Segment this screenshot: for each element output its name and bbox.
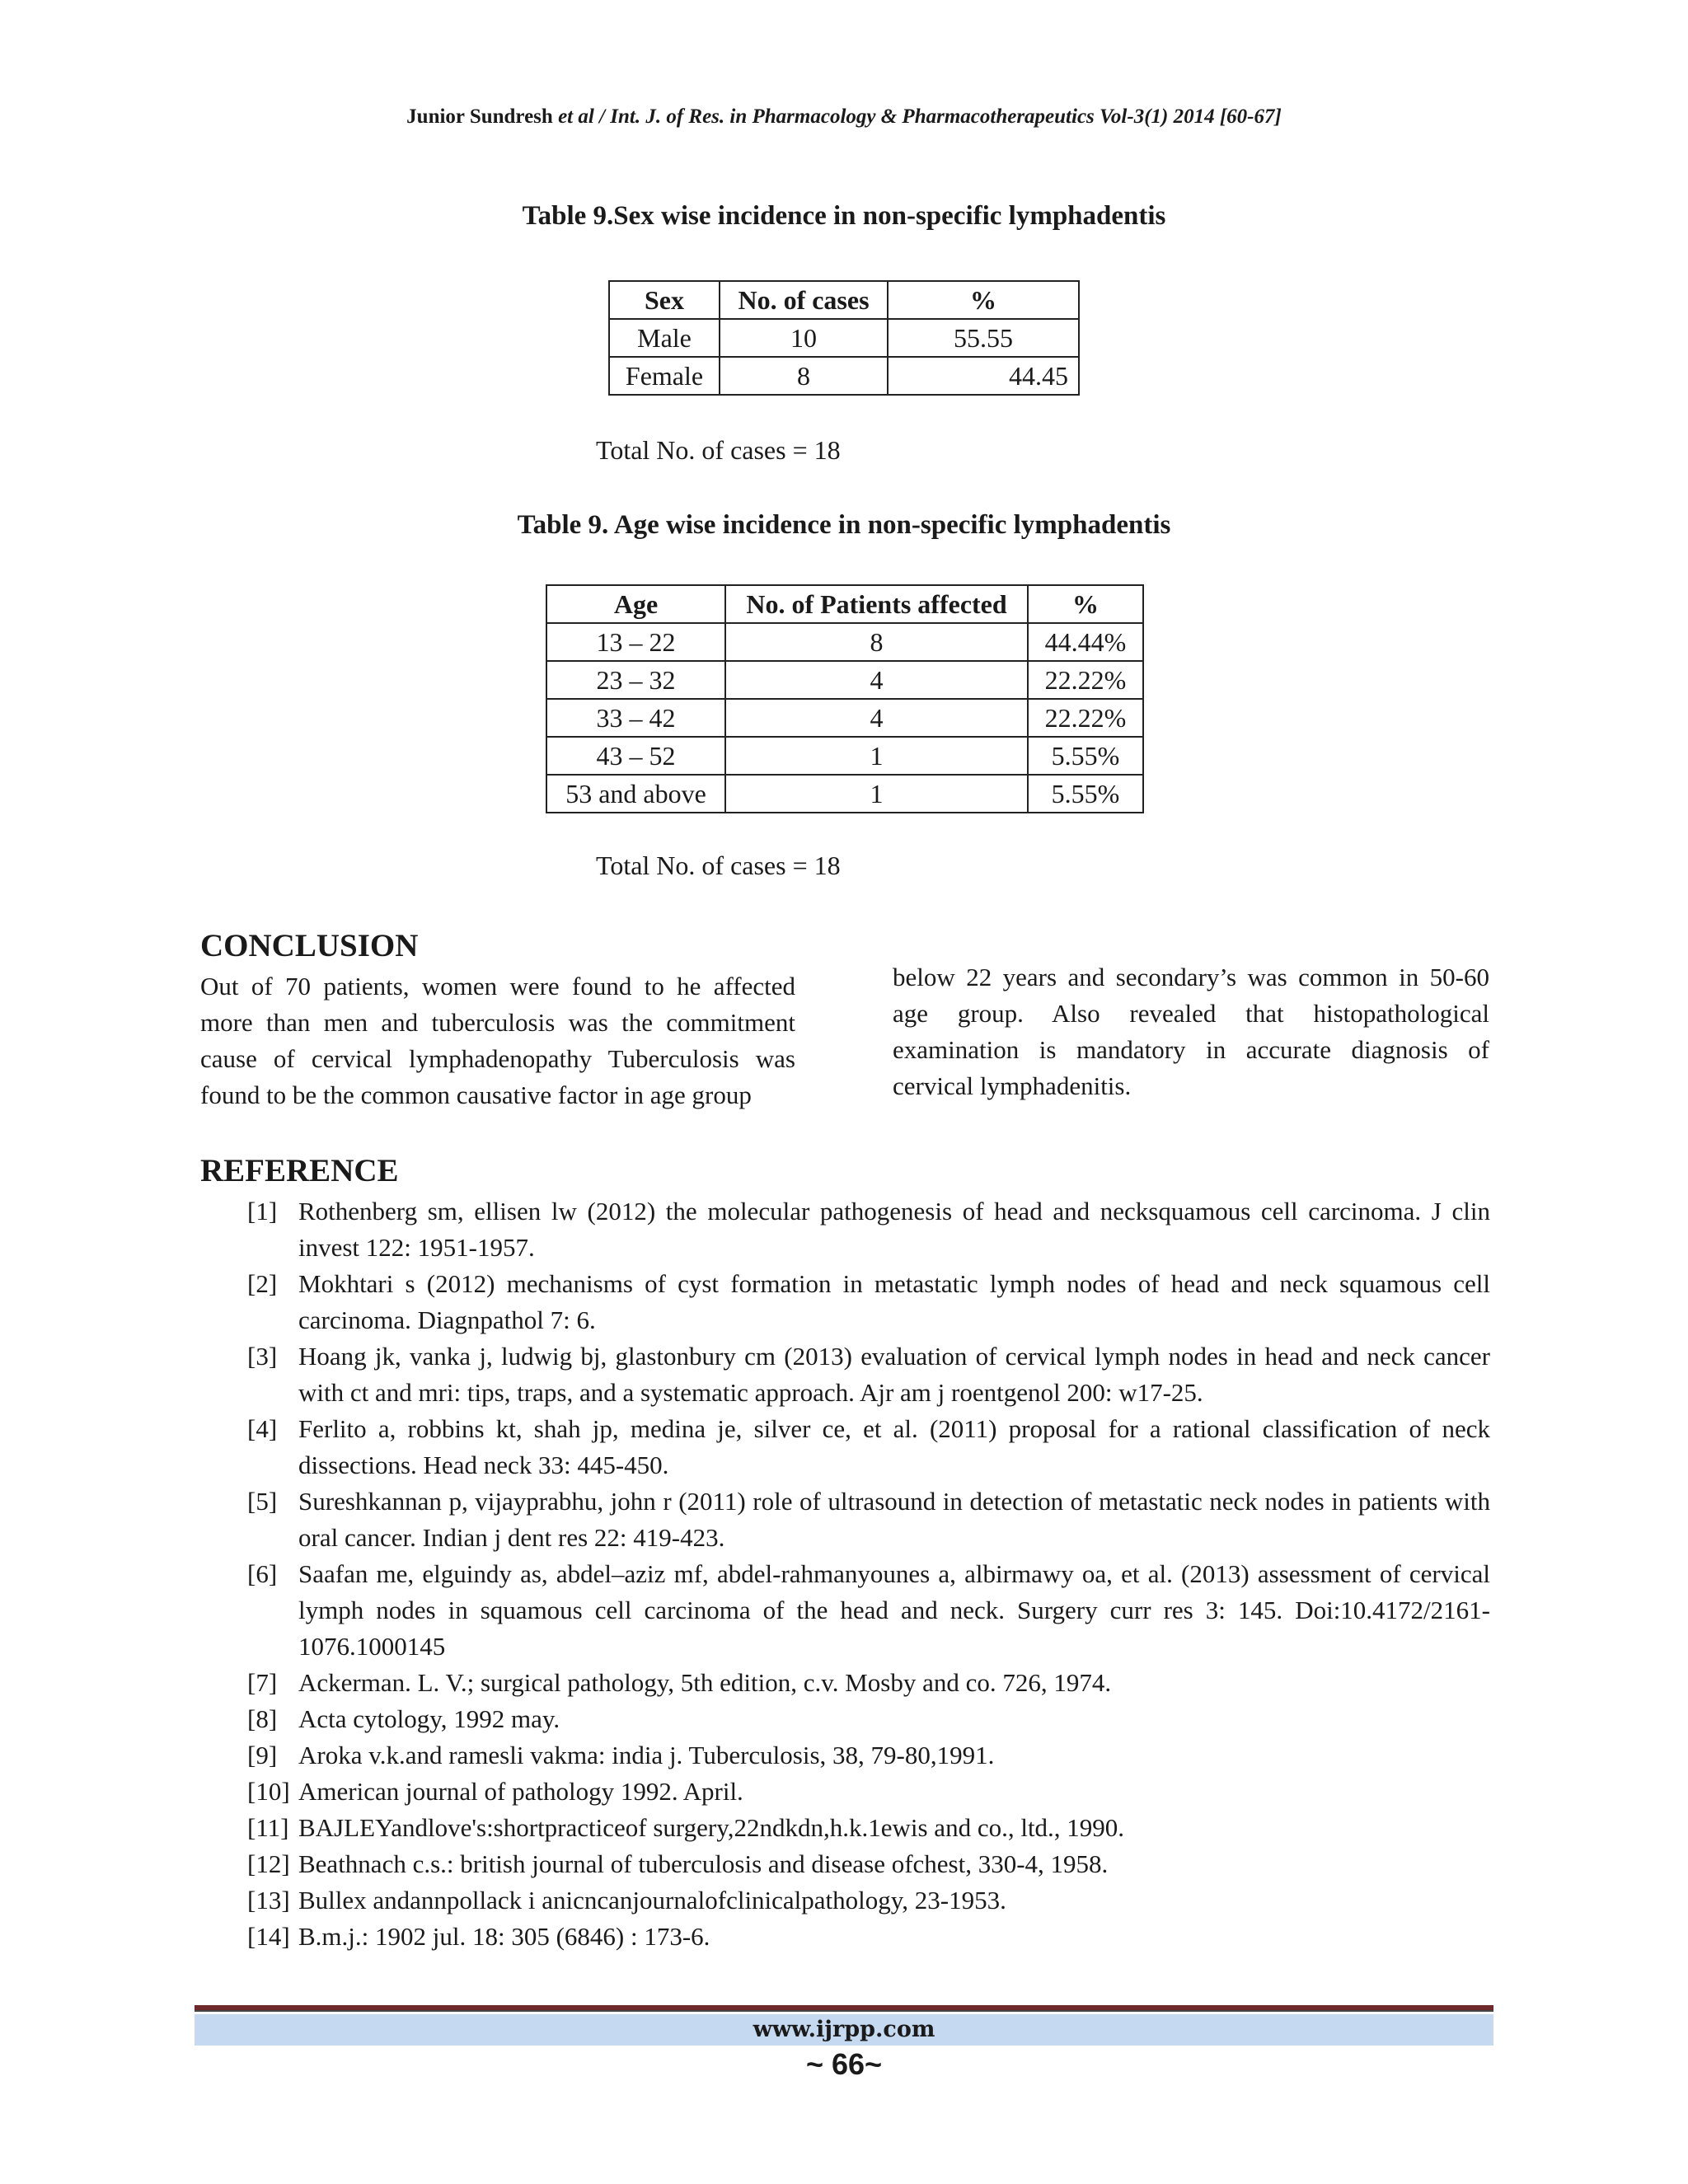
reference-number: [8] (247, 1704, 278, 1733)
reference-item (247, 1411, 1490, 1483)
reference-item (247, 1701, 1490, 1737)
reference-number: [11] (247, 1813, 289, 1842)
reference-text: Aroka v.k.and ramesli vakma: india j. Tuberculosis, 38, 79-80,1991. (298, 1741, 995, 1769)
table-row (546, 699, 1143, 737)
header-authors: Junior Sundresh (406, 105, 553, 128)
reference-text: Rothenberg sm, ellisen lw (2012) the molecular pathogenesis of head and necksquamous cell carcinoma. J clin invest 122: 1951-1957. (298, 1197, 1490, 1262)
table-sex-caption: Table 9.Sex wise incidence in non-specific lymphadentis (522, 201, 1166, 231)
reference-list (247, 1193, 1490, 1955)
table-cell: 44.45 (888, 357, 1079, 395)
reference-number: [6] (247, 1559, 278, 1588)
table-row (609, 319, 1079, 357)
table-cell: 4 (725, 661, 1028, 699)
table-cell: Female (609, 357, 720, 395)
reference-text: Beathnach c.s.: british journal of tuberculosis and disease ofchest, 330-4, 1958. (298, 1849, 1109, 1878)
reference-item (247, 1882, 1490, 1919)
table-cell: 55.55 (888, 319, 1079, 357)
table-row (609, 357, 1079, 395)
reference-item (247, 1665, 1490, 1701)
table-cell: 4 (725, 699, 1028, 737)
reference-number: [10] (247, 1777, 290, 1806)
reference-text: Saafan me, elguindy as, abdel–aziz mf, abdel-rahmanyounes a, albirmawy oa, et al. (2013) assessment of cervical lymph nodes in squamous cell carcinoma of the head and neck. Surgery curr res 3: 145. Doi:10.4172/2161-1076.1000145 (298, 1559, 1490, 1661)
reference-text: BAJLEYandlove's:shortpracticeof surgery,22ndkdn,h.k.1ewis and co., ltd., 1990. (298, 1813, 1125, 1842)
table-cell: 5.55% (1028, 737, 1143, 775)
reference-item (247, 1774, 1490, 1810)
reference-text: B.m.j.: 1902 jul. 18: 305 (6846) : 173-6. (298, 1922, 710, 1951)
reference-text: American journal of pathology 1992. April. (298, 1777, 743, 1806)
column-header: % (888, 281, 1079, 319)
page-number: ~ 66~ (805, 2047, 883, 2081)
table-age-total: Total No. of cases = 18 (596, 851, 841, 880)
footer-url: www.ijrpp.com (753, 2017, 935, 2042)
reference-number: [14] (247, 1922, 290, 1951)
reference-text: Mokhtari s (2012) mechanisms of cyst formation in metastatic lymph nodes of head and neck squamous cell carcinoma. Diagnpathol 7: 6. (298, 1269, 1490, 1334)
reference-item (247, 1846, 1490, 1882)
reference-number: [1] (247, 1197, 278, 1226)
table-cell: 23 – 32 (546, 661, 725, 699)
reference-text: Ackerman. L. V.; surgical pathology, 5th edition, c.v. Mosby and co. 726, 1974. (298, 1668, 1112, 1697)
header-journal: et al / Int. J. of Res. in Pharmacology & Pharmacotherapeutics Vol-3(1) 2014 [60-67] (558, 105, 1282, 128)
table-row (546, 737, 1143, 775)
reference-number: [3] (247, 1342, 278, 1371)
table-row (546, 623, 1143, 661)
reference-item (247, 1556, 1490, 1665)
sex-incidence-table (608, 280, 1080, 396)
reference-item (247, 1810, 1490, 1846)
table-header-row (546, 585, 1143, 623)
reference-text: Bullex andannpollack i anicncanjournalofclinicalpathology, 23-1953. (298, 1886, 1006, 1915)
conclusion-right-column: below 22 years and secondary’s was common in 50-60 age group. Also revealed that histopathological examination is mandatory in accurate diagnosis of cervical lymphadenitis. (893, 963, 1489, 1100)
table-sex-total: Total No. of cases = 18 (596, 435, 841, 465)
reference-item (247, 1193, 1490, 1266)
column-header: No. of cases (720, 281, 888, 319)
column-header: No. of Patients affected (725, 585, 1028, 623)
table-cell: 44.44% (1028, 623, 1143, 661)
table-cell: 10 (720, 319, 888, 357)
table-cell: 53 and above (546, 775, 725, 813)
table-row (546, 661, 1143, 699)
table-cell: 13 – 22 (546, 623, 725, 661)
table-cell: 8 (720, 357, 888, 395)
reference-text: Sureshkannan p, vijayprabhu, john r (2011) role of ultrasound in detection of metastatic neck nodes in patients with oral cancer. Indian j dent res 22: 419-423. (298, 1487, 1490, 1552)
reference-text: Ferlito a, robbins kt, shah jp, medina je, silver ce, et al. (2011) proposal for a rational classification of neck dissections. Head neck 33: 445-450. (298, 1414, 1490, 1479)
table-cell: 1 (725, 737, 1028, 775)
reference-number: [12] (247, 1849, 290, 1878)
running-header (0, 105, 1688, 129)
reference-item (247, 1266, 1490, 1338)
reference-text: Hoang jk, vanka j, ludwig bj, glastonbury cm (2013) evaluation of cervical lymph nodes in head and neck cancer with ct and mri: tips, traps, and a systematic approach. Ajr am j roentgenol 200: w17-25. (298, 1342, 1490, 1407)
reference-number: [2] (247, 1269, 278, 1298)
column-header: % (1028, 585, 1143, 623)
table-cell: 33 – 42 (546, 699, 725, 737)
table-row (546, 775, 1143, 813)
table-cell: 5.55% (1028, 775, 1143, 813)
reference-number: [4] (247, 1414, 278, 1443)
reference-item (247, 1737, 1490, 1774)
reference-number: [5] (247, 1487, 278, 1516)
table-cell: 22.22% (1028, 699, 1143, 737)
table-cell: Male (609, 319, 720, 357)
reference-number: [9] (247, 1741, 278, 1769)
column-header: Age (546, 585, 725, 623)
table-cell: 22.22% (1028, 661, 1143, 699)
conclusion-heading: CONCLUSION (200, 928, 419, 963)
table-age-caption: Table 9. Age wise incidence in non-specific lymphadentis (517, 510, 1171, 540)
reference-item (247, 1483, 1490, 1556)
reference-number: [7] (247, 1668, 278, 1697)
reference-text: Acta cytology, 1992 may. (298, 1704, 560, 1733)
table-cell: 43 – 52 (546, 737, 725, 775)
table-cell: 8 (725, 623, 1028, 661)
table-header-row (609, 281, 1079, 319)
reference-heading: REFERENCE (200, 1153, 399, 1188)
column-header: Sex (609, 281, 720, 319)
conclusion-left-column: Out of 70 patients, women were found to he affected more than men and tuberculosis was the commitment cause of cervical lymphadenopathy Tuberculosis was found to be the common causative factor in age group (200, 972, 795, 1109)
reference-item (247, 1919, 1490, 1955)
table-cell: 1 (725, 775, 1028, 813)
reference-item (247, 1338, 1490, 1411)
age-incidence-table (546, 584, 1144, 813)
footer-rule (195, 2005, 1493, 2012)
reference-number: [13] (247, 1886, 290, 1915)
